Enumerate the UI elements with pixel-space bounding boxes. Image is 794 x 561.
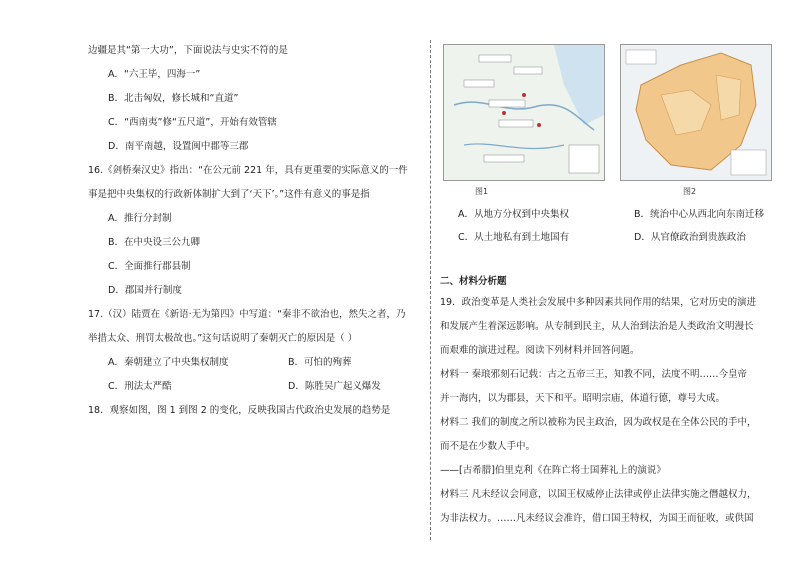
q16-stem-line-2: 事是把中央集权的行政新体制扩大到了‘天下’。”这件有意义的事是指 [88, 189, 370, 200]
figure-2-caption: 图2 [683, 187, 697, 196]
q18-stem: 18．观察如图，图 1 到图 2 的变化，反映我国古代政治史发展的趋势是 [88, 405, 391, 416]
figure-1-caption: 图1 [475, 187, 489, 196]
q17-stem-line-2: 举措太众、刑罚太极故也。”这句话说明了秦朝灭亡的原因是（ ） [88, 333, 358, 344]
q17-stem-line-1: 17.（汉）陆贾在《新语·无为第四》中写道：“秦非不欲治也，然失之者，乃 [88, 309, 406, 320]
section-title: 二、材料分析题 [440, 276, 507, 287]
q17-option-c: C．刑法太严酷 [108, 381, 172, 392]
q15-option-d: D．南平南越，设置闽中郡等三郡 [108, 141, 249, 152]
figure-2-map-drawing [621, 45, 771, 180]
q19-material-3-line-2: 为非法权力。……凡未经议会准许，借口国王特权，为国王而征收，或供国 [440, 513, 754, 524]
q17-option-a: A．秦朝建立了中央集权制度 [108, 357, 229, 368]
q19-material-2-line-1: 材料二 我们的制度之所以被称为民主政治，因为政权是在全体公民的手中， [440, 417, 757, 428]
q16-option-c: C．全面推行郡县制 [108, 261, 191, 272]
q18-option-a: A．从地方分权到中央集权 [458, 209, 569, 220]
q15-option-c: C．“西南夷”修“五尺道”，开始有效管辖 [108, 117, 277, 128]
q17-option-d: D．陈胜吴广起义爆发 [288, 381, 381, 392]
q18-option-b: B．统治中心从西北向东南迁移 [634, 209, 765, 220]
q19-line-3: 而艰难的演进过程。阅读下列材料并回答问题。 [440, 345, 640, 356]
figure-1-map [443, 44, 605, 181]
q19-material-1-line-1: 材料一 秦琅邪刻石记载：古之五帝三王，知教不同，法度不明……今皇帝 [440, 369, 748, 380]
q16-stem-line-1: 16.《剑桥秦汉史》指出：“在公元前 221 年，具有更重要的实际意义的一件 [88, 165, 408, 176]
q15-option-a: A．“六王毕，四海一” [108, 69, 201, 80]
q18-option-d: D．从官僚政治到贵族政治 [634, 232, 746, 243]
column-divider [430, 40, 431, 540]
q16-option-d: D．郡国并行制度 [108, 285, 182, 296]
q16-option-b: B．在中央设三公九卿 [108, 237, 201, 248]
q15-stem-tail: 边疆是其“第一大功”，下面说法与史实不符的是 [88, 45, 288, 56]
q19-material-2-line-2: 而不是在少数人手中。 [440, 441, 536, 452]
q19-material-1-line-2: 并一海内，以为郡县，天下和平。昭明宗庙，体道行德，尊号大成。 [440, 393, 726, 404]
q15-option-b: B．北击匈奴，修长城和“直道” [108, 93, 239, 104]
q18-option-c: C．从土地私有到土地国有 [458, 232, 570, 243]
q19-material-3-line-1: 材料三 凡未经议会同意，以国王权威停止法律或停止法律实施之僭越权力， [440, 489, 757, 500]
q19-line-2: 和发展产生着深远影响。从专制到民主，从人治到法治是人类政治文明漫长 [440, 321, 754, 332]
q19-material-2-source: ——[古希腊]伯里克利《在阵亡将士国葬礼上的演说》 [440, 465, 666, 476]
q17-option-b: B．可怕的殉葬 [288, 357, 352, 368]
q16-option-a: A．推行分封制 [108, 213, 172, 224]
figure-1-map-drawing [444, 45, 604, 180]
q19-line-1: 19．政治变革是人类社会发展中多种因素共同作用的结果，它对历史的演进 [440, 297, 757, 308]
figure-2-map [620, 44, 772, 181]
